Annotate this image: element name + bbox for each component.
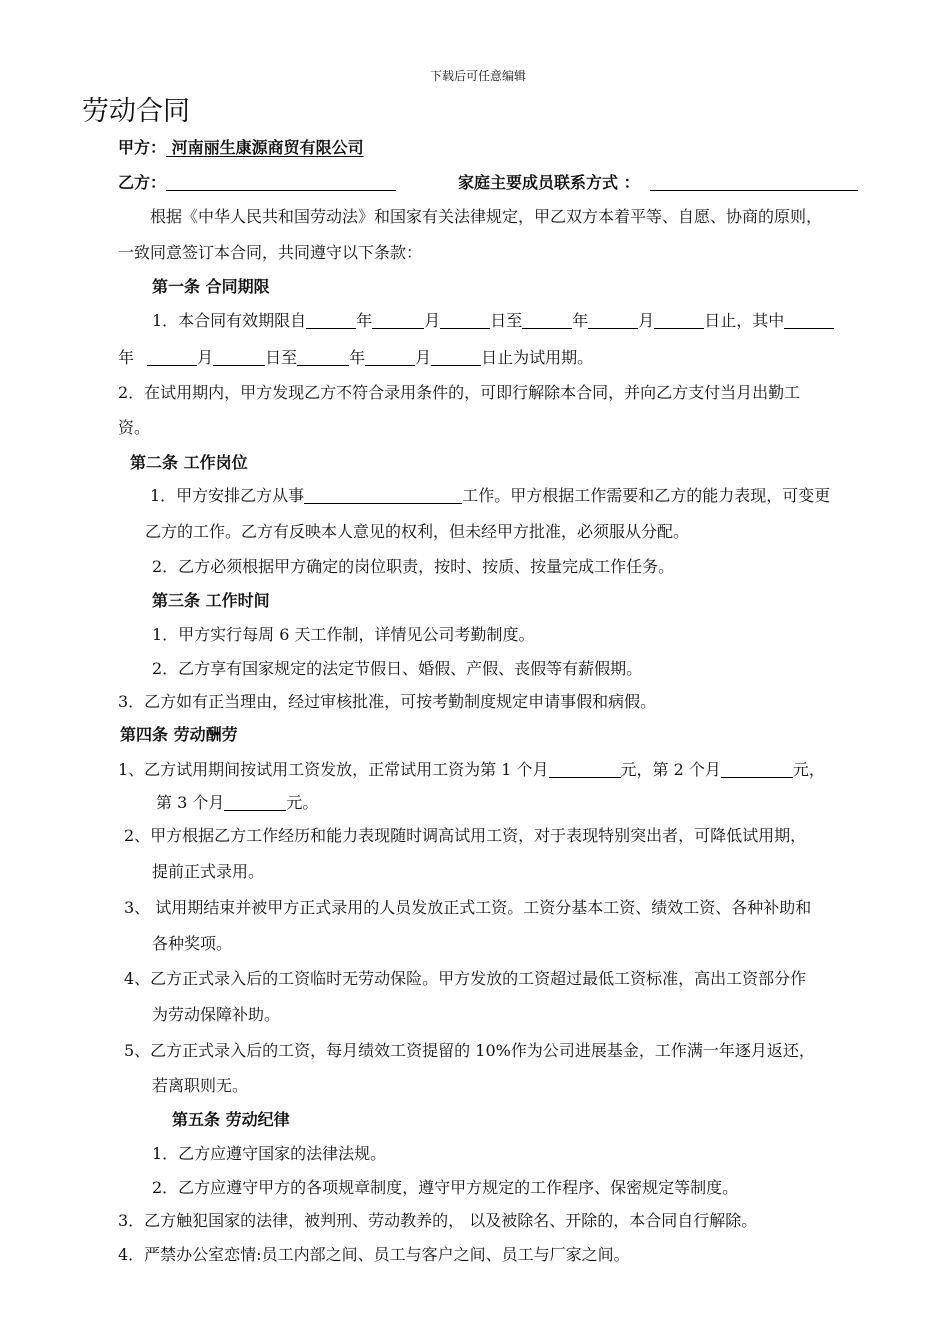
article-1-heading: 第一条 合同期限 <box>152 277 270 296</box>
article-2-clause-2: 2．乙方必须根据甲方确定的岗位职责，按时、按质、按量完成工作任务。 <box>152 557 675 576</box>
party-b-blank[interactable] <box>166 174 396 191</box>
article-4-clause-1 <box>118 760 825 780</box>
probation-start-month-blank[interactable] <box>147 349 197 366</box>
article-3-heading: 第三条 工作时间 <box>152 591 270 610</box>
year-label: 年 <box>356 311 373 330</box>
article-4-clause-5-cont: 若离职则无。 <box>152 1076 249 1095</box>
article-4-clause-3: 3、 试用期结束并被甲方正式录用的人员发放正式工资。工资分基本工资、绩效工资、各种补助和 <box>124 898 812 917</box>
month-2-wage-blank[interactable] <box>721 761 793 778</box>
day-end-label: 日止，其中 <box>704 311 785 330</box>
term-end-year-blank[interactable] <box>522 312 572 329</box>
party-b-row <box>118 173 396 193</box>
party-b-label: 乙方： <box>118 173 167 192</box>
article-4-clause-1-cont <box>156 793 318 813</box>
article-1-clause-2: 2．在试用期内，甲方发现乙方不符合录用条件的，可即行解除本合同，并向乙方支付当月出勤工 <box>118 383 801 402</box>
month-1-wage-blank[interactable] <box>549 761 621 778</box>
day-to-label: 日至 <box>490 311 523 330</box>
month-label: 月 <box>424 311 441 330</box>
month-label: 月 <box>638 311 655 330</box>
probation-start-year-blank[interactable] <box>784 312 834 329</box>
term-end-day-blank[interactable] <box>654 312 704 329</box>
family-contact-row <box>458 173 858 193</box>
probation-end-label: 日止为试用期。 <box>481 348 594 367</box>
article-1-clause-2-cont: 资。 <box>118 418 151 437</box>
assign-work-rest: 工作。甲方根据工作需要和乙方的能力表现，可变更 <box>462 486 831 505</box>
term-end-month-blank[interactable] <box>588 312 638 329</box>
month-label: 月 <box>197 348 214 367</box>
year-label: 年 <box>572 311 589 330</box>
article-3-clause-3: 3．乙方如有正当理由，经过审核批准，可按考勤制度规定申请事假和病假。 <box>118 692 657 711</box>
month-label: 月 <box>415 348 432 367</box>
probation-start-day-blank[interactable] <box>213 349 265 366</box>
family-contact-blank[interactable] <box>650 174 858 191</box>
yuan-end-label: 元。 <box>286 793 319 812</box>
term-start-year-blank[interactable] <box>306 312 356 329</box>
yuan-label: 元， <box>792 760 825 779</box>
article-4-clause-3-cont: 各种奖项。 <box>152 934 233 953</box>
job-position-blank[interactable] <box>304 487 462 504</box>
party-a-value: 河南丽生康源商贸有限公司 <box>166 138 364 157</box>
probation-end-day-blank[interactable] <box>431 349 481 366</box>
article-4-clause-5: 5、乙方正式录入后的工资，每月绩效工资提留的 10%作为公司进展基金，工作满一年逐月返还， <box>124 1041 815 1060</box>
article-4-clause-4: 4、乙方正式录入后的工资临时无劳动保险。甲方发放的工资超过最低工资标准，高出工资部分作 <box>124 969 807 988</box>
article-3-clause-2: 2．乙方享有国家规定的法定节假日、婚假、产假、丧假等有薪假期。 <box>152 659 643 678</box>
day-to-label: 日至 <box>265 348 298 367</box>
article-4-heading: 第四条 劳动酬劳 <box>120 725 238 744</box>
article-5-clause-1: 1．乙方应遵守国家的法律法规。 <box>152 1144 387 1163</box>
article-5-heading: 第五条 劳动纪律 <box>172 1110 290 1129</box>
term-start-day-blank[interactable] <box>440 312 490 329</box>
family-contact-label: 家庭主要成员联系方式 ： <box>458 173 640 192</box>
assign-work-label: 1．甲方安排乙方从事 <box>150 486 305 505</box>
article-4-clause-4-cont: 为劳动保障补助。 <box>152 1005 281 1024</box>
month-3-label: 第 3 个月 <box>156 793 225 812</box>
article-2-heading: 第二条 工作岗位 <box>130 453 248 472</box>
article-2-clause-1 <box>150 486 830 506</box>
article-2-clause-1-cont: 乙方的工作。乙方有反映本人意见的权利，但未经甲方批准，必须服从分配。 <box>145 522 690 541</box>
preamble-line-1: 根据《中华人民共和国劳动法》和国家有关法律规定，甲乙双方本着平等、自愿、协商的原则， <box>150 207 823 226</box>
year-label: 年 <box>349 348 366 367</box>
probation-wage-label: 1、乙方试用期间按试用工资发放，正常试用工资为第 1 个月 <box>118 760 549 779</box>
article-5-clause-3: 3．乙方触犯国家的法律，被判刑、劳动教养的， 以及被除名、开除的，本合同自行解除。 <box>118 1211 758 1230</box>
month-2-label: 元，第 2 个月 <box>620 760 721 779</box>
header-note: 下载后可任意编辑 <box>430 69 527 83</box>
article-4-clause-2-cont: 提前正式录用。 <box>152 862 265 881</box>
article-3-clause-1: 1．甲方实行每周 6 天工作制，详情见公司考勤制度。 <box>152 625 535 644</box>
article-1-clause-1-cont <box>118 348 593 368</box>
article-1-clause-1 <box>152 311 834 331</box>
article-5-clause-2: 2．乙方应遵守甲方的各项规章制度，遵守甲方规定的工作程序、保密规定等制度。 <box>152 1178 739 1197</box>
article-5-clause-4: 4．严禁办公室恋情:员工内部之间、员工与客户之间、员工与厂家之间。 <box>118 1245 630 1264</box>
document-title: 劳动合同 <box>82 96 190 127</box>
preamble-line-2: 一致同意签订本合同，共同遵守以下条款： <box>118 243 423 262</box>
term-from-label: 1．本合同有效期限自 <box>152 311 307 330</box>
year-label: 年 <box>118 348 140 367</box>
party-a-row <box>118 138 364 158</box>
month-3-wage-blank[interactable] <box>224 794 286 811</box>
term-start-month-blank[interactable] <box>372 312 424 329</box>
party-a-label: 甲方： <box>118 138 167 157</box>
probation-end-year-blank[interactable] <box>297 349 349 366</box>
article-4-clause-2: 2、甲方根据乙方工作经历和能力表现随时调高试用工资，对于表现特别突出者，可降低试用期， <box>124 826 807 845</box>
probation-end-month-blank[interactable] <box>365 349 415 366</box>
